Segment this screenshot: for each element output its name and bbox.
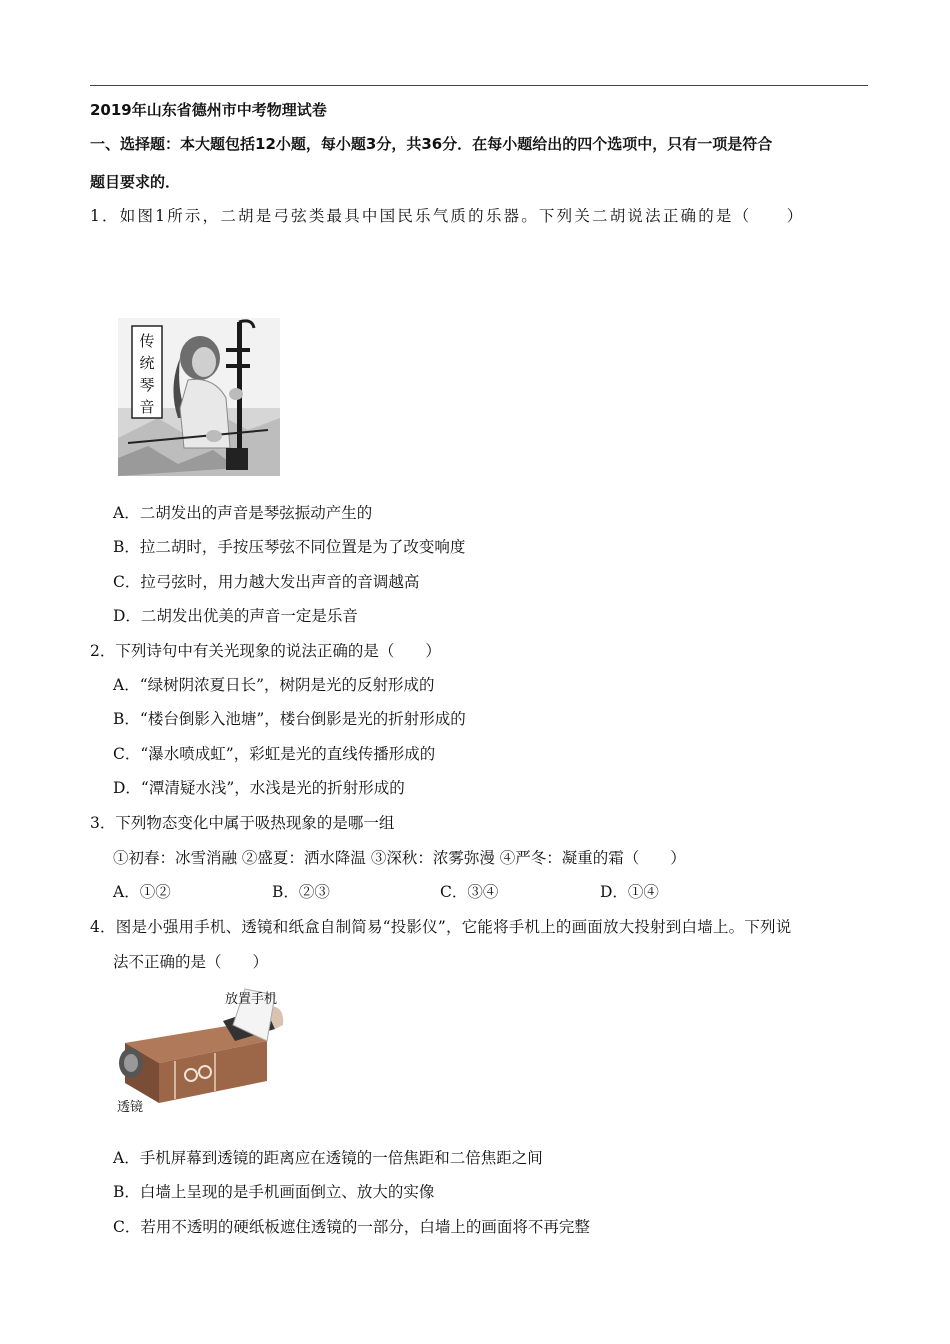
section-heading: 一、选择题：本大题包括12小题，每小题3分，共36分．在每小题给出的四个选项中，只有一项是符合 (90, 135, 773, 153)
label-phone: 放置手机 (225, 992, 278, 1007)
question-4-stem-cont: 法不正确的是（ ） (113, 953, 269, 971)
figure-label-1: 传 (139, 332, 155, 350)
section-heading-cont: 题目要求的． (90, 173, 181, 191)
label-lens: 透镜 (117, 1100, 144, 1115)
q2-option-c: C．“瀑水喷成虹”，彩虹是光的直线传播形成的 (113, 745, 436, 763)
q1-option-a: A．二胡发出的声音是琴弦振动产生的 (113, 504, 373, 522)
q3-option-c: C．③④ (440, 883, 499, 901)
erhu-image (118, 318, 280, 476)
q1-option-c: C．拉弓弦时，用力越大发出声音的音调越高 (113, 573, 420, 591)
question-1-stem: 1．如图1所示，二胡是弓弦类最具中国民乐气质的乐器。下列关二胡说法正确的是（ ） (90, 207, 805, 225)
q4-option-a: A．手机屏幕到透镜的距离应在透镜的一倍焦距和二倍焦距之间 (113, 1149, 543, 1167)
header-rule (90, 85, 868, 86)
question-2-stem: 2．下列诗句中有关光现象的说法正确的是（ ） (90, 642, 441, 660)
q3-option-b: B．②③ (272, 883, 330, 901)
q2-option-a: A．“绿树阴浓夏日长”，树阴是光的反射形成的 (113, 676, 435, 694)
q1-option-d: D．二胡发出优美的声音一定是乐音 (113, 607, 358, 625)
q4-option-c: C．若用不透明的硬纸板遮住透镜的一部分，白墙上的画面将不再完整 (113, 1218, 590, 1236)
figure-label-3: 琴 (139, 376, 155, 394)
question-4-stem: 4．图是小强用手机、透镜和纸盒自制简易“投影仪”，它能将手机上的画面放大投射到白墙上。下列说 (90, 918, 792, 936)
projector-image (115, 985, 290, 1115)
q3-option-a: A．①② (113, 883, 171, 901)
q4-option-b: B．白墙上呈现的是手机画面倒立、放大的实像 (113, 1183, 435, 1201)
q2-option-b: B．“楼台倒影入池塘”，楼台倒影是光的折射形成的 (113, 710, 466, 728)
exam-title: 2019年山东省德州市中考物理试卷 (90, 101, 327, 119)
erhu-figure (118, 318, 280, 476)
q2-option-d: D．“潭清疑水浅”，水浅是光的折射形成的 (113, 779, 405, 797)
figure-label-4: 音 (139, 398, 155, 416)
q3-option-d: D．①④ (600, 883, 659, 901)
projector-figure (115, 985, 290, 1115)
question-3-stem: 3．下列物态变化中属于吸热现象的是哪一组 (90, 814, 395, 832)
figure-label-2: 统 (139, 354, 155, 372)
q3-statements: ①初春：冰雪消融 ②盛夏：洒水降温 ③深秋：浓雾弥漫 ④严冬：凝重的霜（ ） (113, 849, 686, 867)
q1-option-b: B．拉二胡时，手按压琴弦不同位置是为了改变响度 (113, 538, 466, 556)
